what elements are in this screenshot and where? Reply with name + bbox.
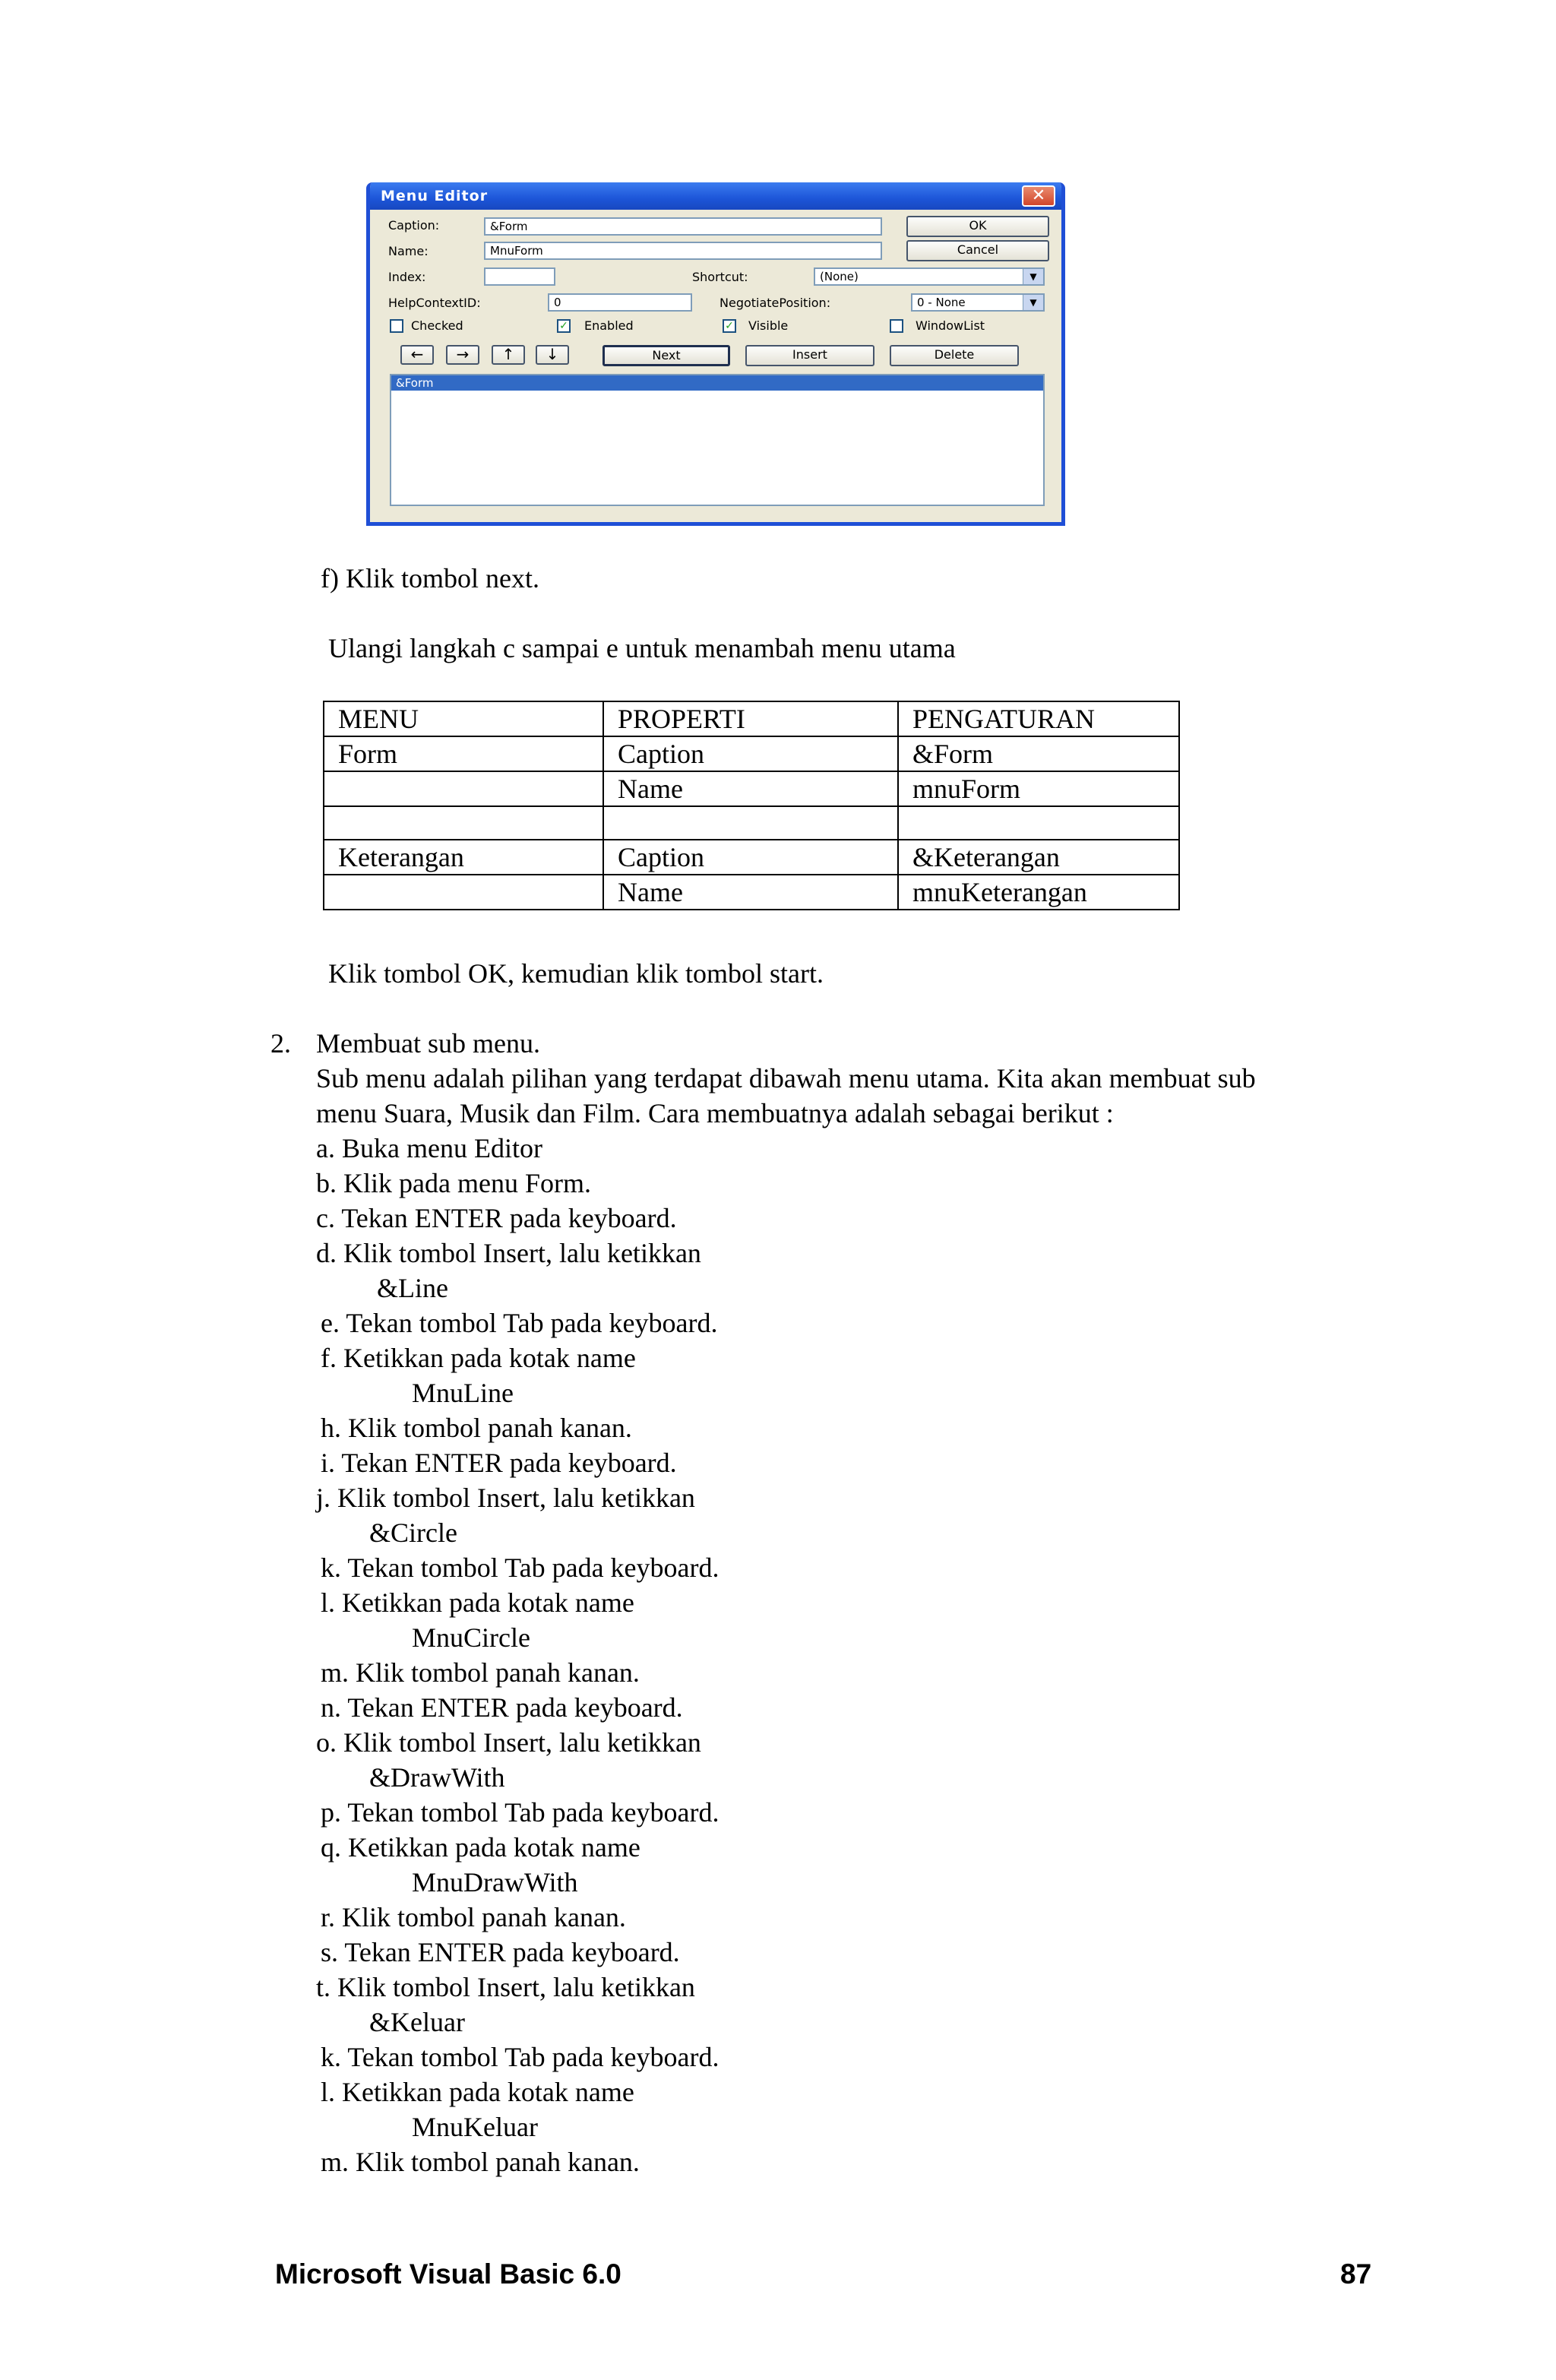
list-item: m. Klik tombol panah kanan. <box>321 1657 640 1688</box>
table-row <box>324 806 1179 840</box>
table-cell: &Form <box>898 736 1179 771</box>
helpcontext-label: HelpContextID: <box>388 296 481 310</box>
section-desc-line1: Sub menu adalah pilihan yang terdapat dibawah menu utama. Kita akan membuat sub <box>316 1063 1256 1093</box>
table-header: PENGATURAN <box>898 701 1179 736</box>
arrow-left-icon[interactable]: ← <box>400 345 434 365</box>
helpcontext-input[interactable]: 0 <box>548 293 692 312</box>
list-item: MnuCircle <box>412 1622 530 1653</box>
table-header-row <box>324 701 1179 736</box>
table-cell <box>898 806 1179 840</box>
section-title: Membuat sub menu. <box>316 1028 540 1059</box>
list-item: e. Tekan tombol Tab pada keyboard. <box>321 1308 718 1338</box>
list-item[interactable]: &Form <box>391 375 1043 391</box>
list-item: MnuLine <box>412 1378 514 1408</box>
dialog-title: Menu Editor <box>370 182 1061 210</box>
list-item: h. Klik tombol panah kanan. <box>321 1413 632 1443</box>
list-item: &Circle <box>369 1518 457 1548</box>
menu-list[interactable] <box>390 374 1045 506</box>
list-item: l. Ketikkan pada kotak name <box>321 2077 634 2107</box>
caption-input[interactable]: &Form <box>484 217 882 236</box>
list-item: a. Buka menu Editor <box>316 1133 542 1163</box>
delete-button[interactable]: Delete <box>890 345 1019 366</box>
shortcut-select[interactable] <box>814 267 1045 286</box>
visible-checkbox[interactable]: ✓ <box>723 319 736 333</box>
list-item: t. Klik tombol Insert, lalu ketikkan <box>316 1972 695 2002</box>
table-cell <box>603 806 898 840</box>
list-item: n. Tekan ENTER pada keyboard. <box>321 1692 683 1723</box>
list-item: b. Klik pada menu Form. <box>316 1168 591 1198</box>
list-item: r. Klik tombol panah kanan. <box>321 1902 626 1932</box>
table-cell: mnuKeterangan <box>898 875 1179 910</box>
table-row <box>324 736 1179 771</box>
arrow-up-icon[interactable]: ↑ <box>492 345 525 365</box>
name-input[interactable]: MnuForm <box>484 242 882 260</box>
list-item: &Line <box>377 1273 448 1303</box>
list-item: q. Ketikkan pada kotak name <box>321 1832 640 1863</box>
list-item: o. Klik tombol Insert, lalu ketikkan <box>316 1727 701 1758</box>
page-number: 87 <box>1340 2258 1372 2290</box>
repeat-note: Ulangi langkah c sampai e untuk menambah menu utama <box>328 633 956 663</box>
list-item: MnuDrawWith <box>412 1867 578 1897</box>
table-cell: Name <box>603 875 898 910</box>
section-number: 2. <box>270 1028 291 1059</box>
table-header: PROPERTI <box>603 701 898 736</box>
shortcut-label: Shortcut: <box>692 270 748 284</box>
list-item: f. Ketikkan pada kotak name <box>321 1343 636 1373</box>
list-item: d. Klik tombol Insert, lalu ketikkan <box>316 1238 701 1268</box>
table-row <box>324 875 1179 910</box>
index-input[interactable] <box>484 267 555 286</box>
arrow-down-icon[interactable]: ↓ <box>536 345 569 365</box>
table-cell: Name <box>603 771 898 806</box>
windowlist-checkbox[interactable] <box>890 319 903 333</box>
table-cell <box>324 875 603 910</box>
list-item: MnuKeluar <box>412 2112 538 2142</box>
enabled-label: Enabled <box>584 318 634 333</box>
negotiate-label: NegotiatePosition: <box>719 296 831 310</box>
section-desc-line2: menu Suara, Musik dan Film. Cara membuatnya adalah sebagai berikut : <box>316 1098 1114 1128</box>
list-item: k. Tekan tombol Tab pada keyboard. <box>321 2042 719 2072</box>
list-item: j. Klik tombol Insert, lalu ketikkan <box>316 1483 695 1513</box>
checked-label: Checked <box>411 318 463 333</box>
list-item: k. Tekan tombol Tab pada keyboard. <box>321 1552 719 1583</box>
ok-button[interactable]: OK <box>906 216 1049 237</box>
insert-button[interactable]: Insert <box>745 345 874 366</box>
table-row <box>324 840 1179 875</box>
table-cell: &Keterangan <box>898 840 1179 875</box>
table-cell: mnuForm <box>898 771 1179 806</box>
close-icon[interactable]: ✕ <box>1022 185 1055 207</box>
list-item: &Keluar <box>369 2007 465 2037</box>
arrow-right-icon[interactable]: → <box>446 345 479 365</box>
table-header: MENU <box>324 701 603 736</box>
list-item: s. Tekan ENTER pada keyboard. <box>321 1937 680 1967</box>
table-cell: Caption <box>603 736 898 771</box>
negotiate-select[interactable] <box>911 293 1045 312</box>
chevron-down-icon[interactable]: ▼ <box>1023 295 1043 310</box>
table-cell: Form <box>324 736 603 771</box>
list-item: i. Tekan ENTER pada keyboard. <box>321 1448 677 1478</box>
shortcut-value: (None) <box>820 270 859 283</box>
step-f-text: f) Klik tombol next. <box>321 563 539 593</box>
menu-editor-dialog <box>366 182 1065 526</box>
windowlist-label: WindowList <box>916 318 985 333</box>
negotiate-value: 0 - None <box>917 296 966 309</box>
property-table <box>323 701 1180 910</box>
list-item: p. Tekan tombol Tab pada keyboard. <box>321 1797 719 1828</box>
table-row <box>324 771 1179 806</box>
list-item: m. Klik tombol panah kanan. <box>321 2147 640 2177</box>
cancel-button[interactable]: Cancel <box>906 240 1049 261</box>
visible-label: Visible <box>748 318 789 333</box>
table-cell: Keterangan <box>324 840 603 875</box>
next-button[interactable]: Next <box>602 345 730 366</box>
enabled-checkbox[interactable]: ✓ <box>557 319 571 333</box>
after-table-text: Klik tombol OK, kemudian klik tombol start. <box>328 958 824 989</box>
footer-title: Microsoft Visual Basic 6.0 <box>275 2258 621 2290</box>
index-label: Index: <box>388 270 426 284</box>
name-label: Name: <box>388 244 429 258</box>
checked-checkbox[interactable] <box>390 319 403 333</box>
list-item: l. Ketikkan pada kotak name <box>321 1587 634 1618</box>
table-cell <box>324 771 603 806</box>
list-item: c. Tekan ENTER pada keyboard. <box>316 1203 677 1233</box>
chevron-down-icon[interactable]: ▼ <box>1023 269 1043 284</box>
table-cell: Caption <box>603 840 898 875</box>
caption-label: Caption: <box>388 218 440 233</box>
table-cell <box>324 806 603 840</box>
list-item: &DrawWith <box>369 1762 505 1793</box>
